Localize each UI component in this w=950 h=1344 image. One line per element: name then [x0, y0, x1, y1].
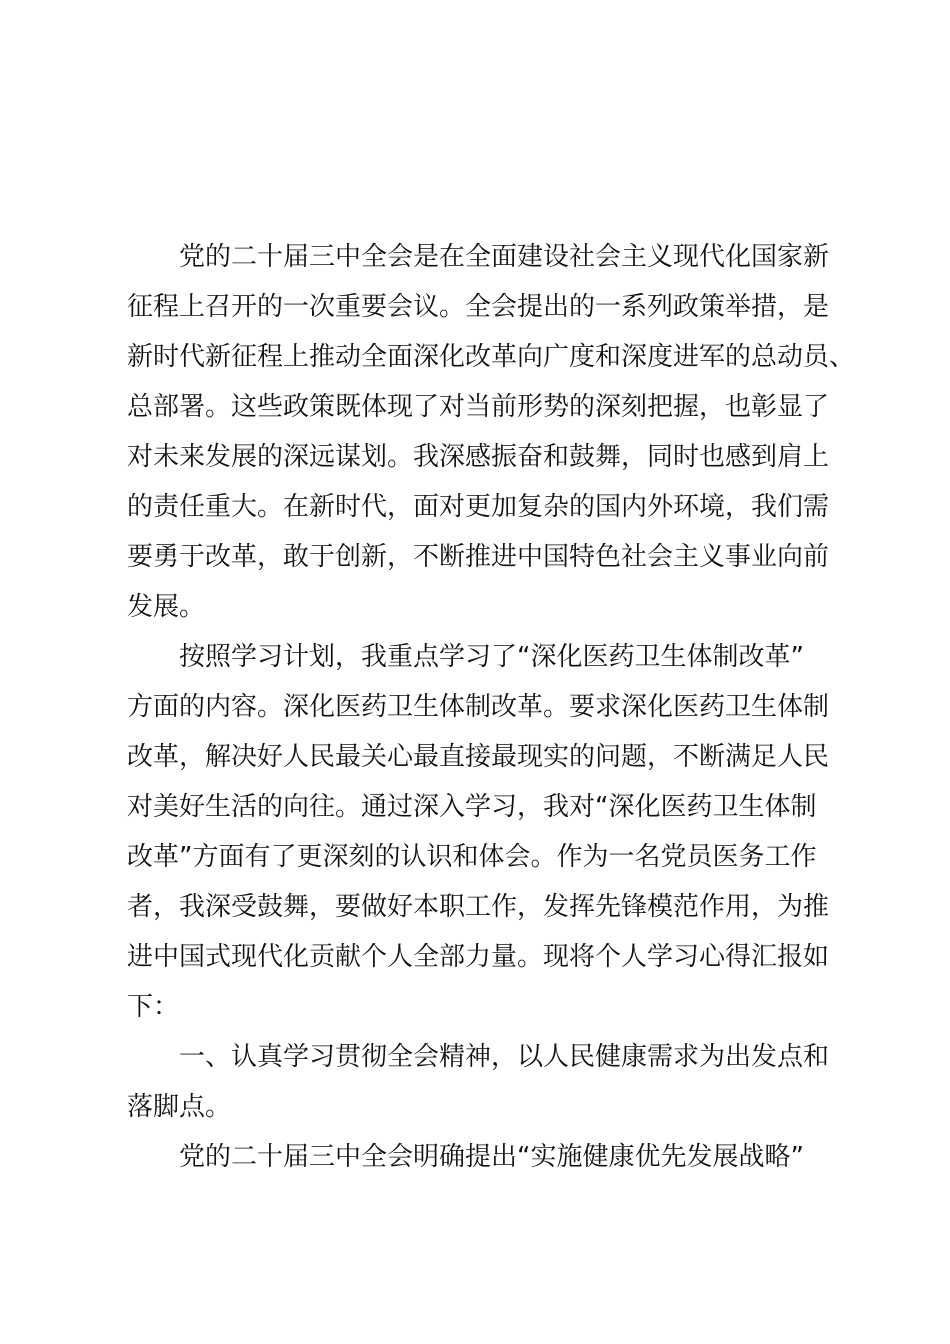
- section-heading: [127, 1032, 847, 1132]
- text-line: 者，我深受鼓舞，要做好本职工作，发挥先锋模范作用，为推: [127, 892, 830, 922]
- text-line: 征程上召开的一次重要会议。全会提出的一系列政策举措，是: [127, 292, 830, 322]
- text-line: 对美好生活的向往。通过深入学习，我对“深化医药卫生体制: [127, 792, 817, 822]
- text-line: 进中国式现代化贡献个人全部力量。现将个人学习心得汇报如: [127, 942, 830, 972]
- document-body: [127, 232, 856, 1182]
- text-line: 改革”方面有了更深刻的认识和体会。作为一名党员医务工作: [127, 842, 817, 872]
- text-line: 总部署。这些政策既体现了对当前形势的深刻把握，也彰显了: [127, 392, 830, 422]
- text-line: 改革，解决好人民最关心最直接最现实的问题，不断满足人民: [127, 742, 830, 772]
- text-line: 的责任重大。在新时代，面对更加复杂的国内外环境，我们需: [127, 492, 830, 522]
- text-line: 发展。: [127, 592, 206, 622]
- text-line: 方面的内容。深化医药卫生体制改革。要求深化医药卫生体制: [127, 692, 830, 722]
- text-line: 要勇于改革，敢于创新，不断推进中国特色社会主义事业向前: [127, 542, 830, 572]
- text-line: 按照学习计划，我重点学习了“深化医药卫生体制改革”: [179, 642, 804, 672]
- paragraph-study-plan: [127, 632, 847, 1032]
- paragraph-intro: [127, 232, 856, 632]
- text-line: 对未来发展的深远谋划。我深感振奋和鼓舞，同时也感到肩上: [127, 442, 830, 472]
- paragraph-strategy: [127, 1132, 847, 1182]
- text-line: 落脚点。: [127, 1092, 232, 1122]
- text-line: 党的二十届三中全会明确提出“实施健康优先发展战略”: [179, 1142, 804, 1172]
- text-line: 新时代新征程上推动全面深化改革向广度和深度进军的总动员、: [127, 342, 856, 372]
- text-line: 一、认真学习贯彻全会精神，以人民健康需求为出发点和: [179, 1042, 830, 1072]
- text-line: 下：: [127, 992, 180, 1022]
- text-line: 党的二十届三中全会是在全面建设社会主义现代化国家新: [179, 242, 830, 272]
